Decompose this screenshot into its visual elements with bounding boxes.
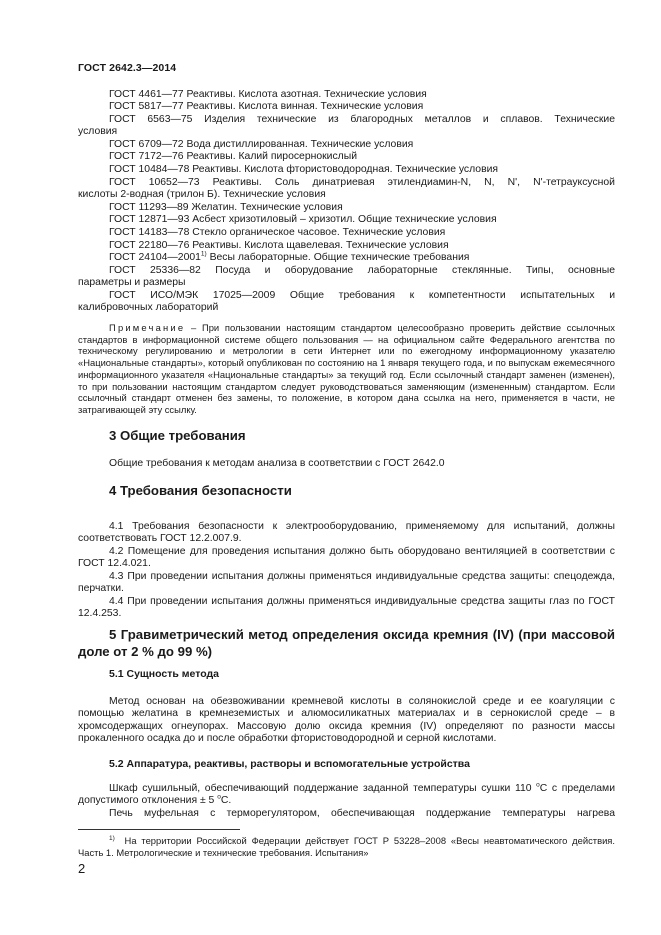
section-5-heading: 5 Гравиметрический метод определения оксида кремния (IV) (при массовой доле от 2 % до 99 %) — [78, 627, 615, 659]
ref-gost-14183: ГОСТ 14183—78 Стекло органическое часовое. Технические условия — [109, 227, 446, 238]
footnote-mark: 1) — [109, 834, 115, 842]
oven-text-end: С. — [220, 795, 232, 807]
ref-gost-12871: ГОСТ 12871—93 Асбест хризотиловый – хризотил. Общие технические условия — [109, 214, 497, 225]
clause-5-2-muffle-furnace: Печь муфельная с терморегулятором, обеспечивающая поддержание температуры нагрева — [109, 808, 615, 819]
footnote-separator — [78, 829, 240, 830]
ref-iso-17025: ГОСТ ИСО/МЭК 17025—2009 Общие требования к компетентности испытательных и — [109, 290, 615, 301]
oven-text-start: Шкаф сушильный, обеспечивающий поддержание заданной температуры сушки 110 — [109, 783, 537, 794]
ref-gost-22180: ГОСТ 22180—76 Реактивы. Кислота щавелевая. Технические условия — [109, 240, 449, 251]
ref-gost-24104-title: Весы лабораторные. Общие технические требования — [206, 252, 470, 263]
ref-gost-10484: ГОСТ 10484—78 Реактивы. Кислота фтористоводородная. Технические условия — [109, 164, 499, 175]
degree-mark: о — [536, 781, 540, 789]
ref-gost-5817: ГОСТ 5817—77 Реактивы. Кислота винная. Технические условия — [109, 101, 424, 112]
degree-mark: о — [217, 793, 221, 801]
section-3-text: Общие требования к методам анализа в соответствии с ГОСТ 2642.0 — [109, 458, 445, 469]
clause-5-2-drying-oven — [78, 783, 615, 808]
document-header: ГОСТ 2642.3—2014 — [78, 62, 177, 74]
ref-gost-6563: ГОСТ 6563—75 Изделия технические из благородных металлов и сплавов. Технические — [109, 114, 615, 125]
ref-gost-4461: ГОСТ 4461—77 Реактивы. Кислота азотная. Технические условия — [109, 89, 427, 100]
clause-4-3: 4.3 При проведении испытания должны применяться индивидуальные средства защиты: спецодежда, перчатки. — [78, 571, 615, 595]
clause-4-4: 4.4 При проведении испытания должны применяться индивидуальные средства защиты глаз по ГОСТ 12.4.253. — [78, 596, 615, 620]
footnote-ref-mark: 1) — [200, 250, 207, 258]
ref-gost-10652-cont: кислоты 2-водная (трилон Б). Технические условия — [78, 189, 326, 200]
page-number: 2 — [78, 861, 86, 876]
ref-iso-17025-cont: калибровочных лабораторий — [78, 302, 219, 313]
ref-gost-24104 — [78, 252, 615, 264]
clause-4-1: 4.1 Требования безопасности к электрооборудованию, применяемому для испытаний, должны соответствовать ГОСТ 12.2.007.9. — [78, 521, 615, 545]
ref-gost-25336: ГОСТ 25336—82 Посуда и оборудование лабораторные стеклянные. Типы, основные — [109, 265, 615, 276]
note-dash: – — [185, 322, 202, 333]
ref-gost-24104-code: ГОСТ 24104—2001 — [109, 252, 201, 263]
subsection-5-1-heading: 5.1 Сущность метода — [109, 668, 220, 680]
footnote-text: На территории Российской Федерации действует ГОСТ Р 53228–2008 «Весы неавтоматического действия. Часть 1. Метрологические и технические требования. Испытания» — [78, 835, 615, 858]
footnote — [78, 835, 615, 859]
clause-4-2: 4.2 Помещение для проведения испытания должно быть оборудовано вентиляцией в соответствии с ГОСТ 12.4.021. — [78, 546, 615, 570]
subsection-5-2-heading: 5.2 Аппаратура, реактивы, растворы и вспомогательные устройства — [109, 758, 470, 770]
clause-5-1-text: Метод основан на обезвоживании кремневой кислоты в солянокислой среде и ее коагуляции с помощью желатина в кремнеземистых и алюмосиликатных материалах и в сернокислой среде – в хромсодержащих огнеупорах. Массовую долю оксида кремния (IV) определяют по разности массы прокаленного осадка до и после обработки фтористоводородной и серной кислотами. — [78, 696, 615, 745]
ref-gost-7172: ГОСТ 7172—76 Реактивы. Калий пиросернокислый — [109, 151, 358, 162]
oven-text-mid: С с пределами допустимого отклонения ± 5 — [78, 783, 616, 807]
section-3-heading: 3 Общие требования — [109, 428, 246, 443]
ref-gost-6709: ГОСТ 6709—72 Вода дистиллированная. Технические условия — [109, 139, 414, 150]
ref-gost-11293: ГОСТ 11293—89 Желатин. Технические условия — [109, 202, 343, 213]
note-label: Примечание — [109, 322, 186, 333]
ref-gost-25336-cont: параметры и размеры — [78, 277, 186, 288]
note-text: При пользовании настоящим стандартом целесообразно проверить действие ссылочных стандартов в информационной системе общего пользования — на официальном сайте Федерального агентства по техническому регулированию и метрологии в сети Интернет или по ежегодному информационному указателю «Национальные стандарты», который опубликован по состоянию на 1 января текущего года, и по выпускам ежемесячного информационного указателя «Национальные стандарты» за текущий год. Если ссылочный стандарт заменен (изменен), то при пользовании настоящим стандартом следует руководствоваться заменяющим (измененным) стандартом. Если ссылочный стандарт отменен без замены, то положение, в котором дана ссылка на него, применяется в части, не затрагивающей эту ссылку. — [78, 322, 615, 415]
ref-gost-10652: ГОСТ 10652—73 Реактивы. Соль динатриевая этилендиамин-N, N, N', N'-тетрауксусной — [109, 177, 615, 188]
ref-gost-6563-cont: условия — [78, 126, 118, 137]
section-4-heading: 4 Требования безопасности — [109, 483, 292, 498]
references-note — [78, 322, 615, 416]
